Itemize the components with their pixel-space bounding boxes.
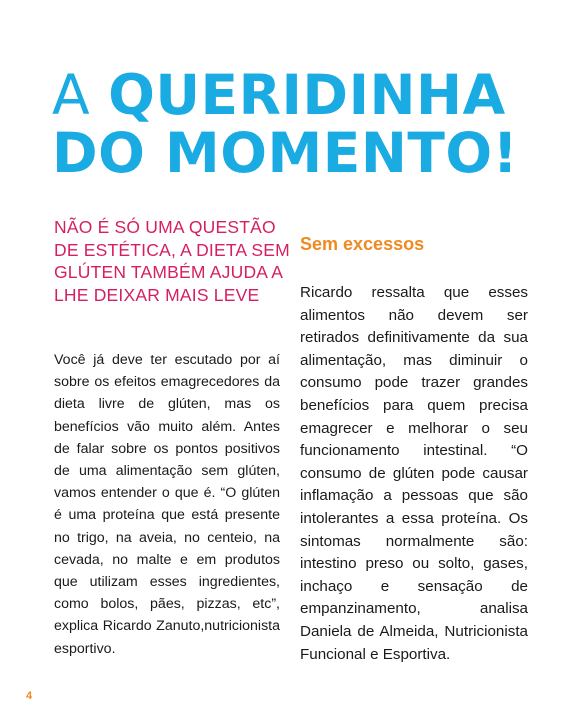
page-title [52,63,519,185]
title-line-1: QUERIDINHA [108,63,506,127]
page-number: 4 [26,690,33,702]
section-heading: Sem excessos [300,234,425,254]
section-paragraph: Ricardo ressalta que esses alimentos não devem ser retirados definitivamente da sua alimentação, mas diminuir o consumo pode trazer grandes benefícios para quem precisa emagrecer e melhorar o seu funcionamento intestinal. “O consumo de glúten pode causar inflamação a pessoas que são intolerantes a essa proteína. Os sintomas normalmente são: intestino preso ou solto, gases, inchaço e sensação de empanzinamento, analisa Daniela de Almeida, Nutricionista Funcional e Esportiva. [300,284,528,663]
title-line-2: DO MOMENTO! [52,121,519,185]
article-subtitle: NÃO É SÓ UMA QUESTÃO DE ESTÉTICA, A DIETA SEM GLÚTEN TAMBÉM AJUDA A LHE DEIXAR MAIS LEVE [54,217,290,305]
title-prefix: A [52,63,109,127]
intro-paragraph: Você já deve ter escutado por aí sobre os efeitos emagrecedores da dieta livre de glúten, mas os benefícios vão muito além. Antes de falar sobre os pontos positivos de uma alimentação sem glúten, vamos entender o que é. “O glúten é uma proteína que está presente no trigo, na aveia, no centeio, na cevada, no malte e em produtos que utilizam esses ingredientes, como bolos, pães, pizzas, etc”, explica Ricardo Zanuto,nutricionista esportivo. [54,352,280,657]
